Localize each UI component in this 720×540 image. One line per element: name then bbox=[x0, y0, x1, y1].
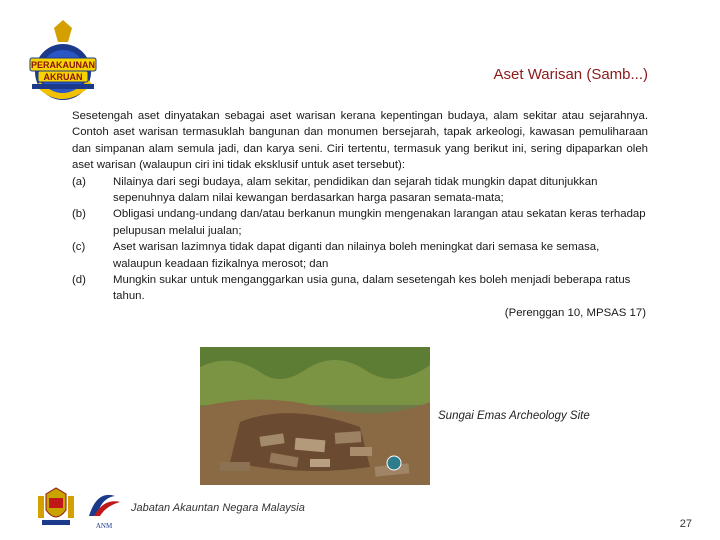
list-item-label: (b) bbox=[72, 208, 86, 221]
list-item-text: Obligasi undang-undang dan/atau berkanun mungkin mengenakan larangan atau sekatan keras terhadap pelupusan melalui jualan; bbox=[113, 208, 646, 237]
intro-paragraph: Sesetengah aset dinyatakan sebagai aset warisan kerana kepentingan budaya, alam sekitar atau sejarahnya. Contoh aset warisan termasuklah bangunan dan monumen bersejarah, tapak arkeologi, kawasan pemuliharaan dan simpanan alam semula jadi, dan karya seni. Ciri tertentu, termasuk yang berikut ini, sering dipaparkan oleh aset warisan (walaupun ciri ini tidak eksklusif untuk aset tersebut): bbox=[72, 110, 648, 172]
list-item bbox=[72, 174, 648, 207]
footer-logos bbox=[34, 486, 124, 532]
page-number: 27 bbox=[679, 518, 692, 530]
svg-text:AKRUAN: AKRUAN bbox=[43, 72, 83, 82]
footer-organization: Jabatan Akauntan Negara Malaysia bbox=[131, 502, 305, 514]
svg-text:PERAKAUNAN: PERAKAUNAN bbox=[30, 60, 96, 70]
coat-of-arms-icon bbox=[38, 488, 74, 525]
list-item-label: (d) bbox=[72, 274, 86, 287]
list-item-label: (c) bbox=[72, 241, 86, 254]
list-item bbox=[72, 272, 648, 305]
list-item-text: Mungkin sukar untuk menganggarkan usia guna, dalam sesetengah kes boleh menjadi beberapa ratus tahun. bbox=[113, 274, 631, 303]
list-item-text: Nilainya dari segi budaya, alam sekitar, pendidikan dan sejarah tidak mungkin dapat ditunjukkan sepenuhnya dalam nilai kewangan berdasarkan harga pasaran semata-mata; bbox=[113, 175, 598, 205]
list-item bbox=[72, 206, 648, 239]
list-item-text: Aset warisan lazimnya tidak dapat diganti dan nilainya boleh meningkat dari semasa ke semasa, walaupun keadaan fizikalnya merosot; dan bbox=[113, 241, 600, 270]
anm-logo-icon bbox=[89, 495, 120, 530]
list-item-label: (a) bbox=[72, 175, 86, 188]
photo-caption: Sungai Emas Archeology Site bbox=[438, 410, 590, 422]
reference-citation: (Perenggan 10, MPSAS 17) bbox=[504, 306, 646, 319]
page-title: Aset Warisan (Samb...) bbox=[493, 66, 648, 83]
svg-text:ANM: ANM bbox=[95, 522, 113, 530]
perakaunan-akruan-logo bbox=[18, 14, 108, 104]
archeology-site-photo bbox=[200, 347, 430, 485]
body-text bbox=[72, 108, 648, 321]
list-item bbox=[72, 239, 648, 272]
